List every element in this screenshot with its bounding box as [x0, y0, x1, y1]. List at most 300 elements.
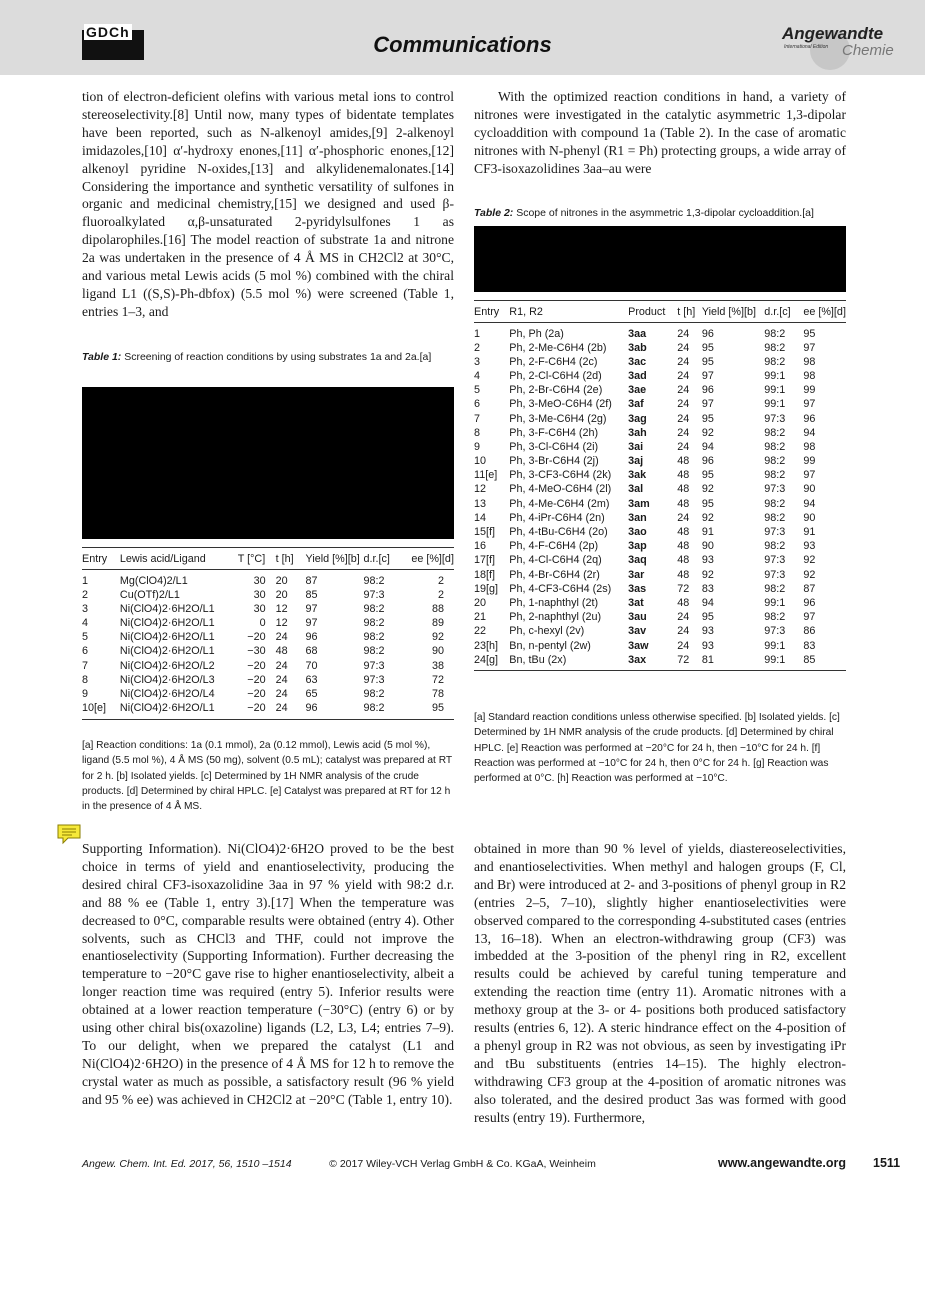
table1-cell: 97 [305, 616, 318, 629]
table1-cell: −20 [247, 631, 266, 644]
table2-cell: 17[f] [474, 554, 496, 567]
sticky-note-icon[interactable] [56, 823, 82, 845]
table1-cell: 4 [82, 616, 89, 629]
table2-cell: 83 [803, 639, 816, 652]
table2-cell: 48 [677, 554, 690, 567]
table2-cell: 11[e] [474, 469, 498, 482]
table2-cell: Ph, 4-Br-C6H4 (2r) [509, 568, 600, 581]
table2-cell: Ph, 3-F-C6H4 (2h) [509, 426, 599, 439]
table1-cell: 24 [275, 659, 288, 672]
page-number: 1511 [873, 1156, 901, 1170]
table1-cell: 89 [431, 616, 444, 629]
table2-row [474, 525, 846, 539]
table2-cell: 3as [628, 582, 647, 595]
table2-cell: 3ad [628, 369, 647, 382]
table2-cell: 99:1 [764, 398, 786, 411]
table2-cell: 98:2 [764, 426, 786, 439]
table2-cell: 3ae [628, 384, 647, 397]
table2-cell: 98:2 [764, 355, 786, 368]
table1-cell: 30 [253, 602, 266, 615]
table1-cell: 87 [305, 574, 318, 587]
table1-header-cell: T [°C] [238, 548, 276, 570]
table2-cell: 97 [701, 369, 714, 382]
table2-cell: 23[h] [474, 639, 499, 652]
table2-row [474, 568, 846, 582]
table1-cell: 65 [305, 687, 318, 700]
table1-header-row [82, 548, 454, 570]
table2-cell: 98:2 [764, 455, 786, 468]
table2-cell: 10 [474, 455, 487, 468]
left-column-bottom-text: Supporting Information). Ni(ClO4)2·6H2O proved to be the best choice in terms of yield and enantioselectivity, producing the desired chiral CF3-isoxazolidine 3aa in 97 % yield with 98:2 d.r. and 88 % ee (Table 1, entry 3).[17] When the temperature was decreased to 0°C, comparable results were obtained (entry 4). Other solvents, such as CHCl3 and THF, could not improve the enantioselectivity (Supporting Information). Further decreasing the temperature to −20°C gave rise to higher enantioselectivity, albeit a longer reaction time was required (entry 5). Inferior results were obtained at a lower reaction temperature (−30°C) (entry 6) or by using other chiral bis(oxazoline) ligands (L2, L3, L4; entries 7–9). To our delight, when we prepared the catalyst (L1 and Ni(ClO4)2·6H2O) in the presence of 4 Å MS for 12 h to remove the crystal water as much as possible, a satisfactory result (96 % yield and 95 % ee) was achieved in CH2Cl2 at −20°C (Table 1, entry 10). [82, 841, 454, 1107]
table2-cell: 95 [701, 341, 714, 354]
table2-cell: 90 [701, 540, 714, 553]
journal-name: Angewandte [782, 24, 884, 43]
table2-cell: 24 [677, 625, 690, 638]
table1-cell: 96 [306, 701, 364, 719]
table2-cell: 96 [701, 327, 714, 340]
table2-cell: 95 [701, 355, 714, 368]
table2-cell: 48 [677, 483, 690, 496]
table2-cell: 3ar [628, 568, 645, 581]
section-title: Communications [373, 32, 552, 57]
table2-header-cell: Yield [%][b] [702, 301, 764, 323]
table2-cell: 24 [677, 412, 690, 425]
table2-cell: 24[g] [474, 653, 509, 671]
table2-header-row [474, 301, 846, 323]
table1-cell: 70 [305, 659, 318, 672]
table1-cell: Ni(ClO4)2·6H2O/L1 [119, 645, 215, 658]
table1-cell: Mg(ClO4)2/L1 [119, 574, 188, 587]
right-column-bottom-text: obtained in more than 90 % level of yields, diastereoselectivities, and enantioselectivities. When methyl and halogen groups (F, Cl, and Br) were introduced at 2- and 3-positions of phenyl group in R2 (entries 2–5, 7–10), slightly higher enantioselectivities were observed compared to the corresponding 4-substituted cases (entries 13, 16–18). When an electron-withdrawing group (CF3) was imbedded at the 3-position of the phenyl ring in R2, excellent results could be achieved by careful tuning temperature and extending the reaction time (entry 11). Aromatic nitrones with a methoxy group at the 3- or 4- positions both produced satisfactory results (entries 6, 12). A steric hindrance effect on the 4-position of a phenyl group in R2 was not obvious, as seen by investigating iPr and tBu substituents (entries 14–15). The highly electron-withdrawing CF3 group at the 4-position of aromatic nitrones was also tolerated, and the desired product 3as was formed with good results (entry 19). Furthermore, [474, 841, 846, 1125]
table2-cell: 96 [803, 412, 816, 425]
table2-cell: 92 [701, 568, 714, 581]
table1-cell: 72 [431, 673, 444, 686]
table2-cell: 3aj [628, 455, 644, 468]
table1-cell: 2 [82, 588, 89, 601]
table1-header-cell: Entry [82, 548, 120, 570]
table2-cell: 95 [701, 497, 714, 510]
table2-cell: 48 [677, 568, 690, 581]
table1-header-cell: t [h] [276, 548, 306, 570]
table2-cell: 98:2 [764, 469, 786, 482]
table2-cell: 97 [803, 469, 816, 482]
table2-cell: Ph, 4-MeO-C6H4 (2l) [509, 483, 612, 496]
table1-cell: 88 [431, 602, 444, 615]
table2-cell: 99 [803, 455, 816, 468]
table2-cell: 24 [677, 369, 690, 382]
table1-cell: 98:2 [364, 701, 412, 719]
table1 [82, 547, 454, 720]
table2-cell: Ph, 3-Cl-C6H4 (2i) [509, 440, 599, 453]
table2-cell: 94 [803, 426, 816, 439]
table2-cell: 97:3 [764, 625, 786, 638]
table2-cell: Ph, 2-Br-C6H4 (2e) [509, 384, 603, 397]
table2-cell: Ph, 3-Me-C6H4 (2g) [509, 412, 607, 425]
table2-row [474, 383, 846, 397]
table2-cell: 98 [803, 355, 816, 368]
table2-cell: Ph, 2-Cl-C6H4 (2d) [509, 369, 602, 382]
table2-cell: 97 [701, 398, 714, 411]
table2-cell: 21 [474, 611, 487, 624]
journal-logo [782, 22, 902, 68]
table1-cell: 48 [275, 645, 288, 658]
table2-cell: 97 [803, 341, 816, 354]
table2-row [474, 553, 846, 567]
table2-cell: 3al [628, 483, 644, 496]
table2-cell: 3au [628, 611, 647, 624]
table2-cell: 3at [628, 596, 644, 609]
table1-header-cell: d.r.[c] [364, 548, 412, 570]
table2-cell: 95 [803, 327, 816, 340]
publisher-logo-text: GDCh [86, 24, 130, 40]
table2-cell: 8 [474, 426, 481, 439]
table2-cell: Ph, 3-MeO-C6H4 (2f) [509, 398, 612, 411]
table1-cell: 68 [305, 645, 318, 658]
table2-row [474, 454, 846, 468]
table1-header-cell: Yield [%][b] [306, 548, 364, 570]
table2-cell: 99:1 [764, 596, 786, 609]
table2-cell: Ph, c-hexyl (2v) [509, 625, 585, 638]
footer-citation: Angew. Chem. Int. Ed. 2017, 56, 1510 –1514 [82, 1158, 292, 1170]
table1-caption-text: Screening of reaction conditions by using substrates 1a and 2a.[a] [124, 351, 432, 363]
table1-cell: Ni(ClO4)2·6H2O/L1 [119, 602, 215, 615]
table2-cell: Ph, 2-F-C6H4 (2c) [509, 355, 598, 368]
table2-cell: 14 [474, 511, 487, 524]
table2-cell: 3ap [628, 540, 647, 553]
table2-cell: 99:1 [764, 384, 786, 397]
table2-cell: 90 [803, 511, 816, 524]
table1-cell: 24 [275, 673, 288, 686]
table2-cell: Ph, 4-CF3-C6H4 (2s) [509, 582, 612, 595]
table2-cell: 94 [803, 497, 816, 510]
table2-cell: 92 [803, 568, 816, 581]
table2-header-cell: ee [%][d] [803, 301, 846, 323]
table2-cell: 7 [474, 412, 481, 425]
table1-cell: 24 [275, 631, 288, 644]
table2-cell: 24 [677, 511, 690, 524]
table1-cell: 63 [305, 673, 318, 686]
table2-cell: 12 [474, 483, 487, 496]
right-column-top-text: With the optimized reaction conditions in hand, a variety of nitrones were investigated in the catalytic asymmetric 1,3-dipolar cycloaddition with compound 1a (Table 2). In the case of aromatic nitrones with N-phenyl (R1 = Ph) protecting groups, a wide array of CF3-isoxazolidines 3aa–au were [474, 89, 846, 176]
table1-cell: Cu(OTf)2/L1 [119, 588, 180, 601]
table2-cell: 96 [701, 384, 714, 397]
table1-header-cell: ee [%][d] [411, 548, 454, 570]
table1-cell: 0 [259, 616, 266, 629]
table1-cell: 85 [305, 588, 318, 601]
table2-cell: 24 [677, 355, 690, 368]
table2-cell: 98:2 [764, 440, 786, 453]
table1-cell: 7 [82, 659, 89, 672]
journal-chemie: Chemie [842, 42, 894, 59]
table2-row [474, 653, 846, 671]
table2-cell: 15[f] [474, 526, 496, 539]
table2-caption-label: Table 2: [474, 207, 514, 219]
table2-cell: 95 [701, 412, 714, 425]
table2-cell: 24 [677, 639, 690, 652]
table1-cell: 97 [305, 602, 318, 615]
table2-cell: 81 [702, 653, 764, 671]
table2-cell: Ph, 3-Br-C6H4 (2j) [509, 455, 599, 468]
table2-cell: 96 [701, 455, 714, 468]
table2-cell: Ph, 3-CF3-C6H4 (2k) [509, 469, 612, 482]
table2-cell: 48 [677, 455, 690, 468]
table2-cell: 85 [803, 653, 846, 671]
table1-cell: 5 [82, 631, 89, 644]
table1-cell: 30 [253, 574, 266, 587]
table1-cell: Ni(ClO4)2·6H2O/L1 [119, 631, 215, 644]
table1-cell: Ni(ClO4)2·6H2O/L4 [119, 687, 215, 700]
table2-header-cell: Entry [474, 301, 509, 323]
table2-cell: Ph, 4-Me-C6H4 (2m) [509, 497, 610, 510]
table2-cell: Ph, 4-F-C6H4 (2p) [509, 540, 599, 553]
table2-cell: 99 [803, 384, 816, 397]
table2-cell: 13 [474, 497, 487, 510]
table2-cell: 24 [677, 398, 690, 411]
table2-cell: 48 [677, 469, 690, 482]
table2-header-cell: R1, R2 [509, 301, 628, 323]
table2-cell: 24 [677, 440, 690, 453]
table1-cell: 20 [275, 588, 288, 601]
table2-row [474, 355, 846, 369]
table2-cell: 87 [803, 582, 816, 595]
table2-row [474, 468, 846, 482]
table1-cell: 98:2 [363, 574, 385, 587]
table2-cell: 48 [677, 526, 690, 539]
table2-cell: Ph, 2-Me-C6H4 (2b) [509, 341, 607, 354]
table1-cell: 30 [253, 588, 266, 601]
table2-cell: 9 [474, 440, 481, 453]
table2-cell: 97 [803, 611, 816, 624]
table2-cell: Ph, 4-iPr-C6H4 (2n) [509, 511, 605, 524]
table2-cell: 48 [677, 497, 690, 510]
table1-row [82, 602, 454, 616]
table1-cell: 98:2 [363, 602, 385, 615]
table2-row [474, 482, 846, 496]
table1-row [82, 687, 454, 701]
table2 [474, 300, 846, 671]
table2-row [474, 497, 846, 511]
table1-cell: 1 [82, 574, 89, 587]
table2-cell: 2 [474, 341, 481, 354]
table2-cell: 94 [701, 440, 714, 453]
table2-cell: 24 [677, 426, 690, 439]
table2-cell: 3ax [628, 653, 677, 671]
table1-cell: 3 [82, 602, 89, 615]
table2-row [474, 369, 846, 383]
table2-cell: 98:2 [764, 497, 786, 510]
table2-cell: 3an [628, 511, 647, 524]
table2-caption-text: Scope of nitrones in the asymmetric 1,3-dipolar cycloaddition.[a] [516, 207, 814, 219]
table2-cell: 98:2 [764, 540, 786, 553]
table2-cell: 3aw [628, 639, 649, 652]
table2-cell: 97:3 [764, 526, 786, 539]
table2-cell: 3ac [628, 355, 647, 368]
table2-cell: Ph, 4-tBu-C6H4 (2o) [509, 526, 608, 539]
table2-cell: 90 [803, 483, 816, 496]
table2-cell: 93 [701, 639, 714, 652]
table1-cell: Ni(ClO4)2·6H2O/L2 [119, 659, 215, 672]
journal-edition: International Edition [784, 44, 829, 50]
table2-cell: 97 [803, 398, 816, 411]
table2-cell: 91 [701, 526, 714, 539]
table1-cell: 78 [431, 687, 444, 700]
table1-cell: Ni(ClO4)2·6H2O/L3 [119, 673, 215, 686]
table2-row [474, 323, 846, 341]
table2-cell: 98:2 [764, 582, 786, 595]
table2-cell: 3af [628, 398, 644, 411]
table2-cell: 3av [628, 625, 647, 638]
table2-row [474, 596, 846, 610]
table1-row [82, 616, 454, 630]
table2-header-cell: Product [628, 301, 677, 323]
table2-cell: 86 [803, 625, 816, 638]
table1-cell: −30 [247, 645, 266, 658]
table2-cell: 3ab [628, 341, 647, 354]
table2-cell: 72 [677, 653, 702, 671]
table2-row [474, 411, 846, 425]
table2-cell: 18[f] [474, 568, 496, 581]
table2-cell: 48 [677, 596, 690, 609]
footer-url[interactable]: www.angewandte.org [718, 1156, 847, 1170]
table1-cell: 92 [431, 631, 444, 644]
table2-cell: 3aa [628, 327, 647, 340]
table2-row [474, 582, 846, 596]
table2-cell: 98:2 [764, 341, 786, 354]
table1-cell: 24 [276, 701, 306, 719]
table2-cell: 95 [701, 611, 714, 624]
table2-cell: Ph, 2-naphthyl (2u) [509, 611, 602, 624]
table2-cell: 5 [474, 384, 481, 397]
table2-footnotes: [a] Standard reaction conditions unless otherwise specified. [b] Isolated yields. [c] Determined by 1H NMR analysis of the crude products. [d] Determined by chiral HPLC. [e] Reaction was performed at −20°C for 24 h, then −10°C for 24 h. [f] Reaction was performed at −10°C for 24 h, then 0°C for 24 h. [g] Reaction was performed at 0°C. [h] Reaction was performed at −10°C. [474, 712, 840, 785]
table2-cell: 24 [677, 327, 690, 340]
table2-cell: 97:3 [764, 412, 786, 425]
table2-row [474, 610, 846, 624]
table2-cell: 20 [474, 596, 487, 609]
footer-copyright: © 2017 Wiley-VCH Verlag GmbH & Co. KGaA, Weinheim [329, 1158, 596, 1170]
table2-cell: 3ao [628, 526, 647, 539]
table1-cell: −20 [238, 701, 276, 719]
table2-cell: 4 [474, 369, 481, 382]
table1-row [82, 701, 454, 719]
table2-cell: 22 [474, 625, 487, 638]
table1-cell: 20 [275, 574, 288, 587]
table1-row [82, 630, 454, 644]
table1-row [82, 658, 454, 672]
table2-header-cell: t [h] [677, 301, 702, 323]
table1-cell: 96 [305, 631, 318, 644]
table2-cell: Ph, Ph (2a) [509, 327, 564, 340]
table1-cell: 2 [437, 574, 444, 587]
table2-cell: 3aq [628, 554, 647, 567]
table1-cell: 98:2 [363, 631, 385, 644]
table2-cell: 3ag [628, 412, 647, 425]
table2-cell: 92 [701, 511, 714, 524]
left-column-top-text: tion of electron-deficient olefins with various metal ions to control stereoselectivity.[8] Until now, many types of bidentate templates have been reported, such as N-alkenoyl amides,[9] 2-alkenoyl imidazoles,[10] α′-hydroxy enones,[11] α′-phosphoric enones,[12] alkenoyl pyridine N-oxides,[13] and alkylidenemalonates.[14] Considering the importance and synthetic versatility of sulfones in organic and medicinal chemistry,[15] we designed and used β-fluoroalkylated α,β-unsaturated 2-pyridylsulfones 1 as dipolarophiles.[16] The model reaction of substrate 1a and nitrone 2a was undertaken in the presence of 4 Å MS in CH2Cl2 at 30°C, and various metal Lewis acids (5 mol %) combined with the chiral ligand L1 ((S,S)-Ph-dbfox) (5.5 mol %) were screened (Table 1, entries 1–3, and [82, 89, 454, 319]
table2-row [474, 624, 846, 638]
table2-cell: 3ai [628, 440, 644, 453]
table1-cell: 97:3 [363, 673, 385, 686]
table1-caption-label: Table 1: [82, 351, 122, 363]
table2-header-cell: d.r.[c] [764, 301, 803, 323]
table2-scheme-image [474, 226, 846, 292]
table1-header-cell: Lewis acid/Ligand [120, 548, 238, 570]
table1-cell: −20 [247, 687, 266, 700]
table2-cell: 92 [803, 554, 816, 567]
table2-cell: 92 [701, 426, 714, 439]
table1-row [82, 588, 454, 602]
table1-scheme-image [82, 387, 454, 539]
table1-cell: 97:3 [363, 659, 385, 672]
page-header [0, 0, 925, 75]
table2-cell: 98:2 [764, 327, 786, 340]
table1-cell: 2 [437, 588, 444, 601]
table1-cell: 98:2 [363, 616, 385, 629]
table2-cell: 24 [677, 611, 690, 624]
table2-cell: Bn, tBu (2x) [509, 653, 628, 671]
table2-cell: 48 [677, 540, 690, 553]
table2-cell: 3am [628, 497, 650, 510]
table2-caption [474, 206, 846, 221]
table1-cell: −20 [247, 673, 266, 686]
table1-cell: Ni(ClO4)2·6H2O/L1 [119, 616, 215, 629]
table2-cell: Ph, 4-Cl-C6H4 (2q) [509, 554, 602, 567]
table2-cell: 19[g] [474, 582, 499, 595]
table1-cell: 95 [411, 701, 454, 719]
table2-row [474, 341, 846, 355]
table1-cell: 38 [431, 659, 444, 672]
table2-cell: 3ah [628, 426, 647, 439]
table1-cell: 12 [275, 602, 288, 615]
table2-cell: 24 [677, 384, 690, 397]
table1-cell: 90 [431, 645, 444, 658]
table2-row [474, 638, 846, 652]
table2-cell: Bn, n-pentyl (2w) [509, 639, 591, 652]
table2-cell: 24 [677, 341, 690, 354]
table2-row [474, 511, 846, 525]
table1-cell: 9 [82, 687, 89, 700]
table2-cell: 94 [701, 596, 714, 609]
table2-cell: 99:1 [764, 639, 786, 652]
table2-row [474, 397, 846, 411]
table2-row [474, 426, 846, 440]
table1-footnotes: [a] Reaction conditions: 1a (0.1 mmol), 2a (0.12 mmol), Lewis acid (5 mol %), ligand (5.5 mol %), 4 Å MS (50 mg), solvent (0.5 mL); catalyst was prepared at RT for 2 h. [b] Isolated yields. [c] Determined by 1H NMR analysis of the crude products. [d] Determined by chiral HPLC. [e] Catalyst was prepared at RT for 12 h in the presence of 4 Å MS. [82, 740, 452, 813]
table1-cell: 6 [82, 645, 89, 658]
table2-cell: 97:3 [764, 568, 786, 581]
table1-cell: 98:2 [363, 645, 385, 658]
table2-cell: 72 [677, 582, 690, 595]
table2-cell: 96 [803, 596, 816, 609]
table2-cell: 3ak [628, 469, 647, 482]
table2-cell: 98 [803, 369, 816, 382]
table1-row [82, 673, 454, 687]
table1-cell: −20 [247, 659, 266, 672]
table1-row [82, 570, 454, 588]
table2-cell: 16 [474, 540, 487, 553]
table2-cell: 99:1 [764, 369, 786, 382]
table2-cell: 6 [474, 398, 481, 411]
table2-row [474, 440, 846, 454]
table2-cell: 93 [803, 540, 816, 553]
table1-row [82, 644, 454, 658]
table2-cell: 98:2 [764, 511, 786, 524]
table2-cell: 93 [701, 554, 714, 567]
table2-cell: 98 [803, 440, 816, 453]
table2-cell: 98:2 [764, 611, 786, 624]
table2-cell: 91 [803, 526, 816, 539]
table1-cell: 98:2 [363, 687, 385, 700]
table2-row [474, 539, 846, 553]
table1-cell: 8 [82, 673, 89, 686]
